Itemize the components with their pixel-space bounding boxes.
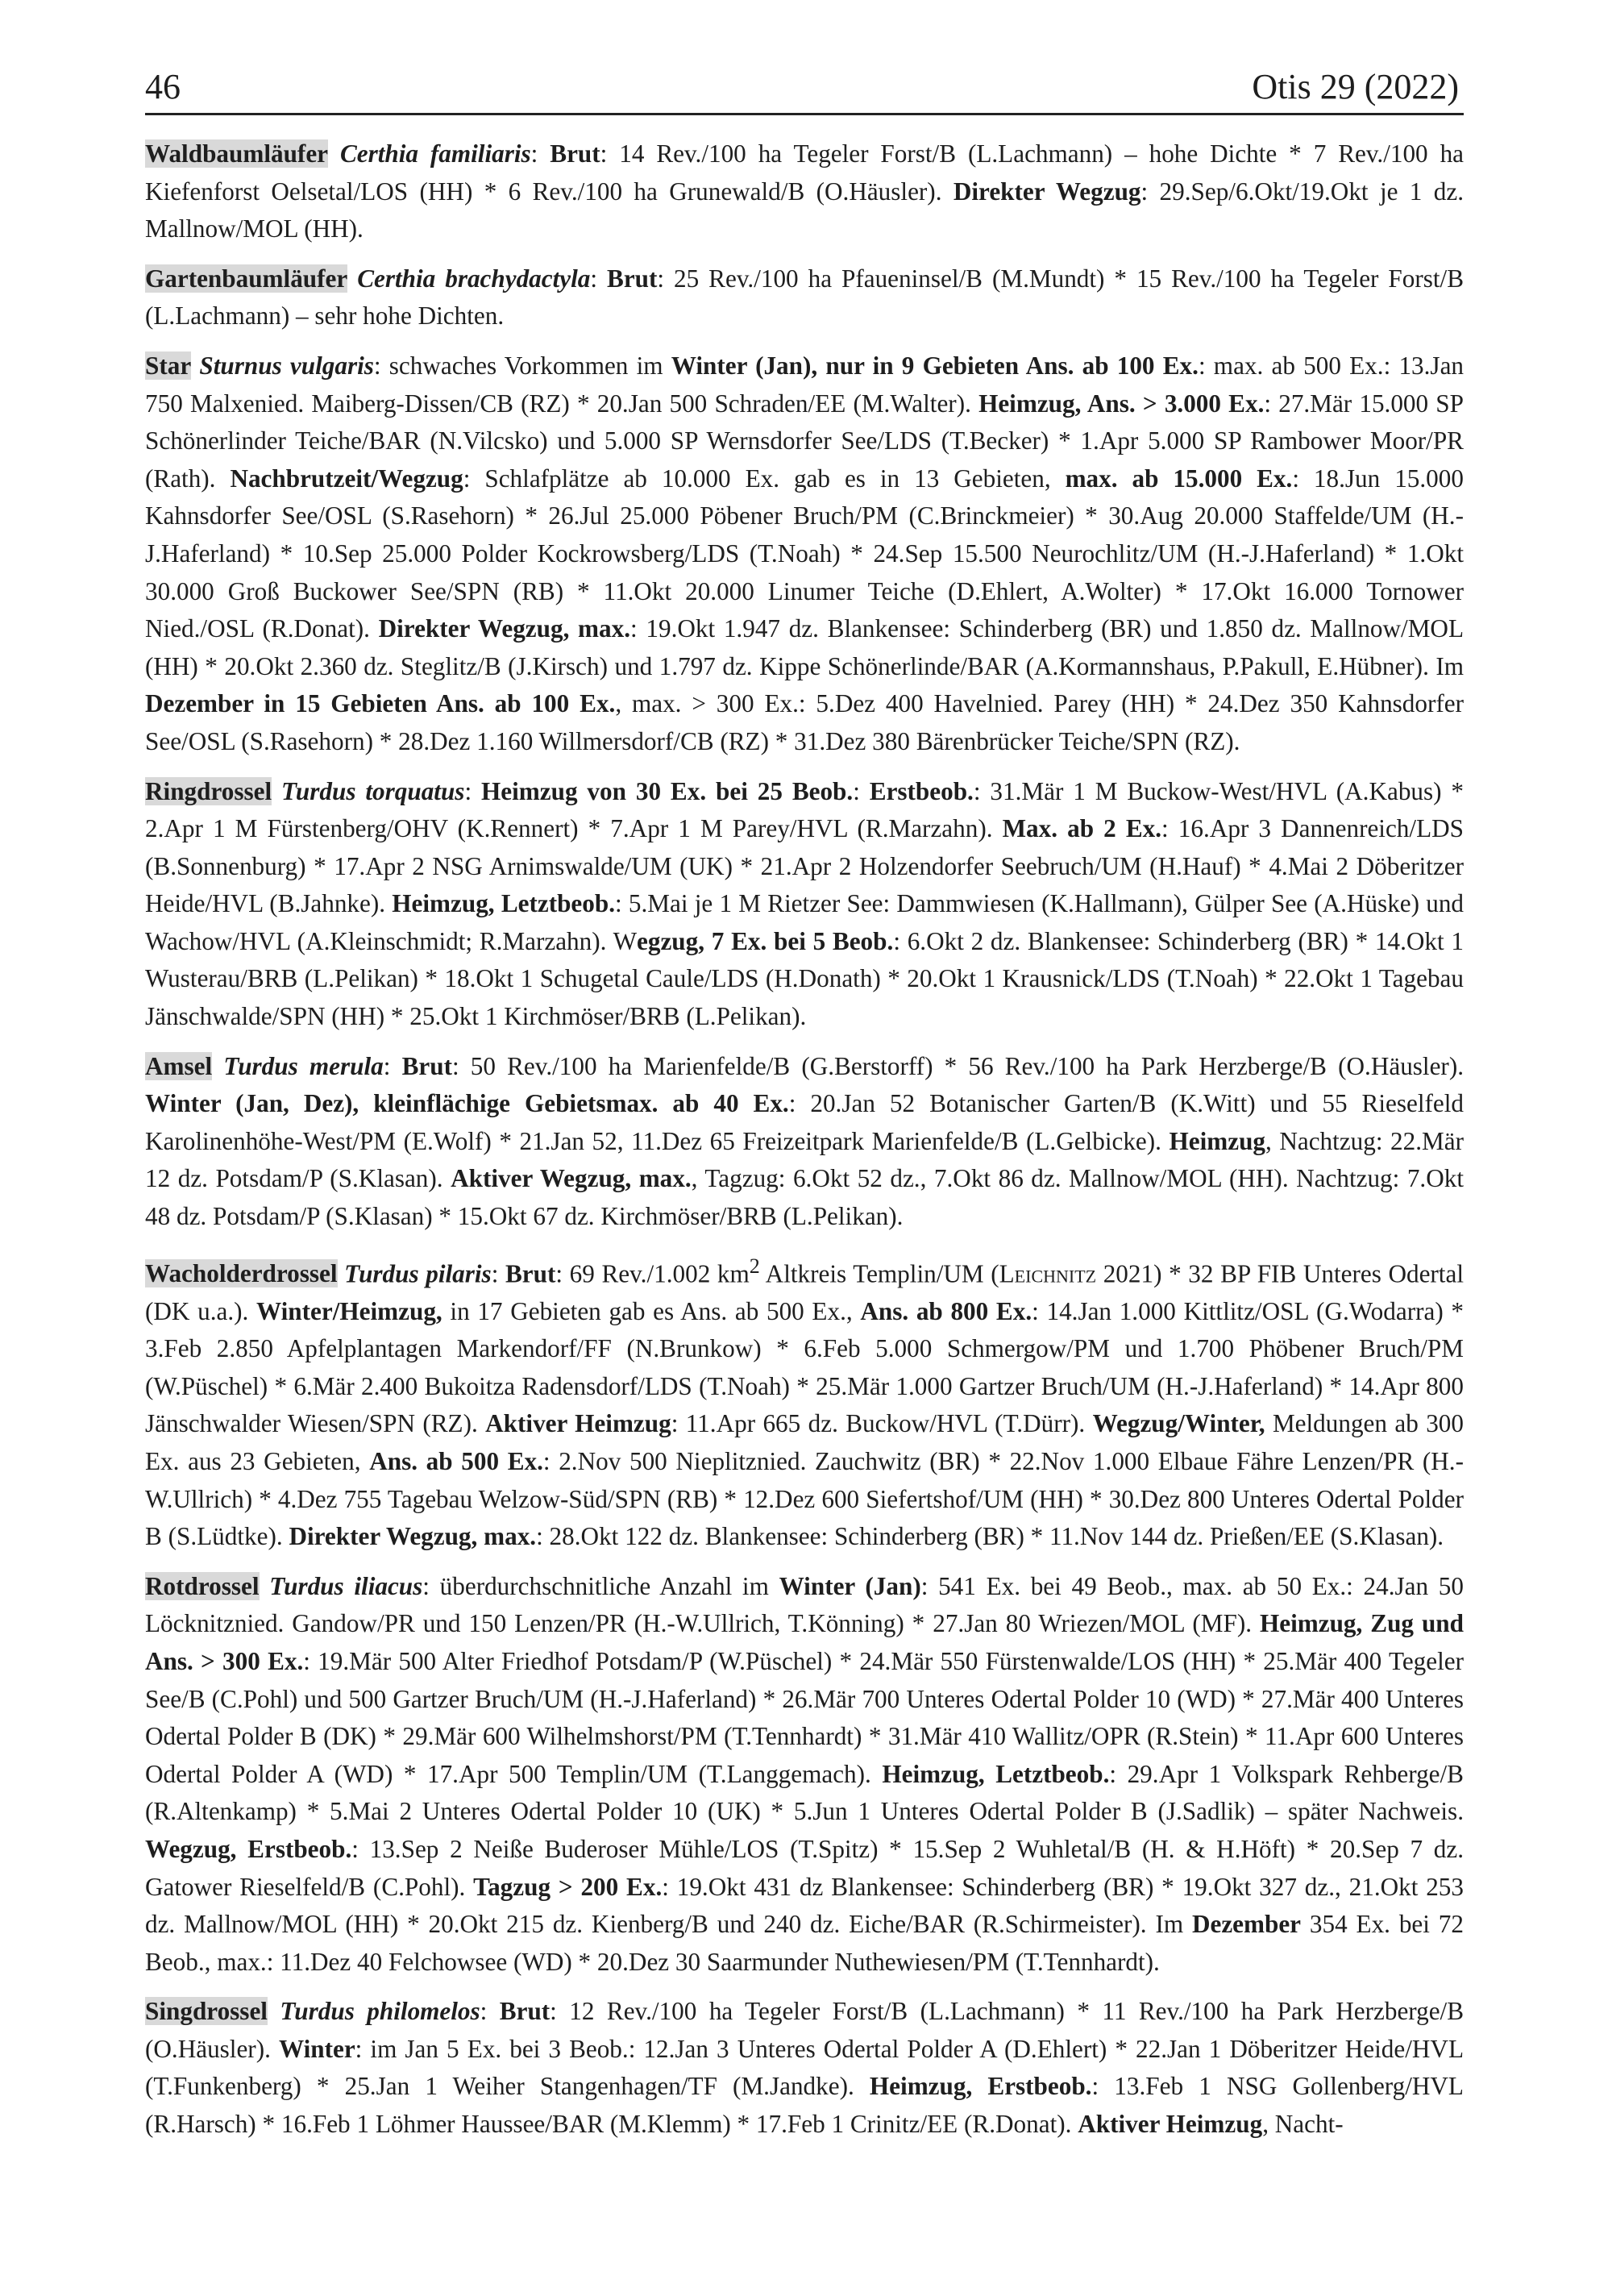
entry-text: : 11.Apr 665 dz. Buckow/HVL (T.Dürr). — [671, 1409, 1093, 1438]
scientific-name: Certhia familiaris — [339, 139, 531, 168]
section-label: Winter (Jan, Dez), kleinflächige Gebietsmax. ab 40 Ex. — [145, 1089, 789, 1118]
scientific-name: Certhia brachydactyla — [357, 264, 591, 293]
section-label: Heimzug, Letztbeob. — [392, 889, 616, 918]
entry-text: in 17 Gebieten gab es Ans. ab 500 Ex., — [442, 1296, 861, 1325]
entry-text: , max. > 300 Ex.: 5.Dez 400 Havelnied. Parey (HH) * 24.Dez 350 Kahnsdorfer See/OSL (S.Rasehorn) * 28.Dez 1.160 Willmersdorf/CB (RZ) * 31.Dez 380 Bärenbrücker Teiche/SPN (RZ). — [145, 689, 1464, 755]
entry-text: : — [480, 1997, 500, 2026]
entry-text: : 541 Ex. bei 49 Beob., max. ab 50 Ex.: 24.Jan 50 Löcknitznied. Gandow/PR und 150 Lenzen/PR (H.-W.Ullrich, T.Könning) * 27.Jan 80 Wriezen/MOL (MF). — [145, 1571, 1464, 1638]
entry-text: : 28.Okt 122 dz. Blankensee: Schinderberg (BR) * 11.Nov 144 dz. Prießen/EE (S.Klasan). — [536, 1522, 1444, 1551]
scientific-name: Turdus iliacus — [269, 1571, 423, 1600]
entry-text: : 29.Sep/6.Okt/19.Okt je 1 dz. Mallnow/MOL (HH). — [145, 177, 1464, 243]
section-label: Nachbrutzeit/Wegzug — [230, 464, 463, 493]
entry-text: Altkreis Templin/UM ( — [759, 1259, 999, 1288]
entry-text: : 69 Rev./1.002 km — [555, 1259, 750, 1288]
section-label: Winter (Jan), nur in 9 Gebieten Ans. ab 100 Ex. — [671, 351, 1199, 380]
section-label: Ans. ab 800 Ex. — [860, 1296, 1032, 1325]
section-label: Heimzug, Zug und Ans. > 300 Ex. — [145, 1609, 1464, 1675]
section-label: Wegzug, Erstbeob. — [145, 1834, 352, 1863]
entry-text: : 27.Mär 15.000 SP Schönerlinder Teiche/BAR (N.Vilcsko) und 5.000 SP Wernsdorfer See/LDS (T.Becker) * 1.Apr 5.000 SP Rambower Moor/PR (Rath). — [145, 389, 1464, 493]
scientific-name: Turdus philomelos — [280, 1997, 480, 2026]
species-name: Wacholderdrossel — [145, 1259, 338, 1288]
page-number: 46 — [145, 67, 181, 106]
superscript: 2 — [749, 1254, 760, 1278]
entry-text: : max. ab 500 Ex.: 13.Jan 750 Malxenied. Maiberg-Dissen/CB (RZ) * 20.Jan 500 Schraden/EE (M.Walter). — [145, 351, 1465, 418]
species-entry-rotdrossel — [145, 1568, 1464, 1982]
section-label: Erstbeob. — [869, 776, 974, 805]
species-entry-waldbaumlaeufer — [145, 135, 1464, 248]
section-label: Aktiver Heimzug — [485, 1409, 671, 1438]
section-label: Direkter Wegzug, max. — [289, 1522, 537, 1551]
entry-text: : 29.Apr 1 Volkspark Rehberge/B (R.Altenkamp) * 5.Mai 2 Unteres Odertal Polder 10 (UK) * 5.Jun 1 Unteres Odertal Polder B (J.Sadlik) – später Nachweis. — [145, 1759, 1464, 1826]
section-label: Ans. ab 500 Ex. — [369, 1446, 543, 1475]
entry-text: : — [491, 1259, 505, 1288]
species-name: Singdrossel — [145, 1997, 268, 2026]
section-label: Direkter Wegzug — [953, 177, 1141, 206]
section-label: Brut — [499, 1997, 550, 2026]
section-label: Heimzug von 30 Ex. bei 25 Beob. — [481, 776, 854, 805]
running-header — [145, 61, 1464, 115]
section-label: Dezember — [1191, 1910, 1302, 1939]
species-name: Star — [145, 351, 192, 380]
section-label: Heimzug, Erstbeob. — [869, 2072, 1092, 2101]
entry-text: 2021) * 32 BP FIB Unteres Odertal (DK u.a.). — [145, 1259, 1464, 1325]
species-entry-gartenbaumlaeufer — [145, 260, 1464, 335]
section-label: Heimzug, Letztbeob. — [882, 1759, 1110, 1788]
species-name: Gartenbaumläufer — [145, 264, 348, 293]
species-name: Rotdrossel — [145, 1571, 260, 1600]
section-label: Max. ab 2 Ex. — [1002, 814, 1162, 843]
entry-text: : im Jan 5 Ex. bei 3 Beob.: 12.Jan 3 Unteres Odertal Polder A (D.Ehlert) * 22.Jan 1 Döberitzer Heide/HVL (T.Funkenberg) * 25.Jan 1 Weiher Stangenhagen/TF (M.Jandke). — [145, 2034, 1464, 2101]
entry-text: : 19.Okt 431 dz Blankensee: Schinderberg (BR) * 19.Okt 327 dz., 21.Okt 253 dz. Mallnow/MOL (HH) * 20.Okt 215 dz. Kienberg/B und 240 dz. Eiche/BAR (R.Schirmeister). Im — [145, 1872, 1464, 1939]
entry-text: Meldungen ab 300 Ex. aus 23 Gebieten, — [145, 1409, 1464, 1475]
entry-text: : 20.Jan 52 Botanischer Garten/B (K.Witt) und 55 Rieselfeld Karolinenhöhe-West/PM (E.Wolf) * 21.Jan 52, 11.Dez 65 Freizeitpark Marienfelde/B (L.Gelbicke). — [145, 1089, 1464, 1155]
section-label: Aktiver Wegzug, max. — [451, 1164, 692, 1193]
section-label: Winter/Heimzug, — [256, 1296, 442, 1325]
section-label: Direkter Wegzug, max. — [378, 614, 631, 643]
journal-title: Otis 29 (2022) — [1252, 67, 1459, 106]
section-label: Wegzug/Winter, — [1092, 1409, 1265, 1438]
section-label: Brut — [607, 264, 658, 293]
section-label: Winter — [278, 2034, 355, 2063]
species-entry-singdrossel — [145, 1993, 1464, 2143]
species-entry-wacholderdrossel — [145, 1248, 1464, 1556]
entry-text: : Schlafplätze ab 10.000 Ex. gab es in 13 Gebieten, — [463, 464, 1066, 493]
species-name: Amsel — [145, 1051, 213, 1080]
scientific-name: Sturnus vulgaris — [199, 351, 374, 380]
scientific-name: Turdus merula — [223, 1051, 384, 1080]
section-label: Aktiver Heimzug — [1078, 2110, 1263, 2139]
section-label: egzug, 7 Ex. bei 5 Beob. — [637, 926, 894, 955]
species-entry-star — [145, 347, 1464, 761]
entry-text: , Nacht- — [1262, 2110, 1344, 2139]
entry-text: : — [590, 264, 608, 293]
entry-text: : 5.Mai je 1 M Rietzer See: Dammwiesen (K.Hallmann), Gülper See (A.Hüske) und Wachow/HVL (A.Kleinschmidt; R.Marzahn). W — [145, 889, 1465, 955]
entry-text: : 13.Feb 1 NSG Gollenberg/HVL (R.Harsch) * 16.Feb 1 Löhmer Haussee/BAR (M.Klemm) * 17.Feb 1 Crinitz/EE (R.Donat). — [145, 2072, 1464, 2139]
entry-text: : 19.Okt 1.947 dz. Blankensee: Schinderberg (BR) und 1.850 dz. Mallnow/MOL (HH) * 20.Okt 2.360 dz. Steglitz/B (J.Kirsch) und 1.797 dz. Kippe Schönerlinde/BAR (A.Kormannshaus, P.Pakull, E.Hübner). Im — [145, 614, 1464, 680]
article-body — [145, 135, 1464, 2156]
entry-text: : 14.Jan 1.000 Kittlitz/OSL (G.Wodarra) * 3.Feb 2.850 Apfelplantagen Markendorf/FF (N.Brunkow) * 6.Feb 5.000 Schmergow/PM und 1.700 Phöbener Bruch/PM (W.Püschel) * 6.Mär 2.400 Bukoitza Radensdorf/LDS (T.Noah) * 25.Mär 1.000 Gartzer Bruch/UM (H.-J.Haferland) * 14.Apr 800 Jänschwalder Wiesen/SPN (RZ). — [145, 1296, 1464, 1438]
section-label: Brut — [401, 1051, 452, 1080]
section-label: Heimzug, Ans. > 3.000 Ex. — [978, 389, 1265, 418]
entry-text: : schwaches Vorkommen im — [373, 351, 671, 380]
entry-text: : 12 Rev./100 ha Tegeler Forst/B (L.Lachmann) * 11 Rev./100 ha Park Herzberge/B (O.Häusler). — [145, 1997, 1465, 2063]
entry-text: : 13.Sep 2 Neiße Buderoser Mühle/LOS (T.Spitz) * 15.Sep 2 Wuhletal/B (H. & H.Höft) * 20.Sep 7 dz. Gatower Rieselfeld/B (C.Pohl). — [145, 1834, 1464, 1901]
entry-text: , Nachtzug: 22.Mär 12 dz. Potsdam/P (S.Klasan). — [145, 1126, 1464, 1193]
entry-text: : — [530, 139, 550, 168]
scientific-name: Turdus torquatus — [281, 776, 465, 805]
section-label: Winter (Jan) — [779, 1571, 921, 1600]
species-entry-amsel — [145, 1048, 1464, 1236]
species-name: Waldbaumläufer — [145, 139, 329, 168]
section-label: Heimzug — [1169, 1126, 1266, 1155]
citation-author: Leichnitz — [999, 1259, 1097, 1288]
section-label: Tagzug > 200 Ex. — [473, 1872, 663, 1901]
entry-text: : — [464, 776, 482, 805]
section-label: Dezember in 15 Gebieten Ans. ab 100 Ex. — [145, 689, 616, 718]
entry-text: : überdurchschnitliche Anzahl im — [422, 1571, 779, 1600]
species-entry-ringdrossel — [145, 773, 1464, 1036]
entry-text: : 18.Jun 15.000 Kahnsdorfer See/OSL (S.Rasehorn) * 26.Jul 25.000 Pöbener Bruch/PM (C.Brinckmeier) * 30.Aug 20.000 Staffelde/UM (H.-J.Haferland) * 10.Sep 25.000 Polder Kockrowsberg/LDS (T.Noah) * 24.Sep 15.500 Neurochlitz/UM (H.-J.Haferland) * 1.Okt 30.000 Groß Buckower See/SPN (RB) * 11.Okt 20.000 Linumer Teiche (D.Ehlert, A.Wolter) * 17.Okt 16.000 Tornower Nied./OSL (R.Donat). — [145, 464, 1464, 643]
species-name: Ringdrossel — [145, 776, 272, 805]
entry-text: : 16.Apr 3 Dannenreich/LDS (B.Sonnenburg) * 17.Apr 2 NSG Arnimswalde/UM (UK) * 21.Apr 2 Holzendorfer Seebruch/UM (H.Hauf) * 4.Mai 2 Döberitzer Heide/HVL (B.Jahnke). — [145, 814, 1464, 918]
entry-text: : 14 Rev./100 ha Tegeler Forst/B (L.Lachmann) – hohe Dichte * 7 Rev./100 ha Kiefenforst Oelsetal/LOS (HH) * 6 Rev./100 ha Grunewald/B (O.Häusler). — [145, 139, 1465, 206]
entry-text: : — [853, 776, 870, 805]
entry-text: , Tagzug: 6.Okt 52 dz., 7.Okt 86 dz. Mallnow/MOL (HH). Nachtzug: 7.Okt 48 dz. Potsdam/P (S.Klasan) * 15.Okt 67 dz. Kirchmöser/BRB (L.Pelikan). — [145, 1164, 1464, 1231]
entry-text: : 6.Okt 2 dz. Blankensee: Schinderberg (BR) * 14.Okt 1 Wusterau/BRB (L.Pelikan) * 18.Okt 1 Schugetal Caule/LDS (H.Donath) * 20.Okt 1 Krausnick/LDS (T.Noah) * 22.Okt 1 Tagebau Jänschwalde/SPN (HH) * 25.Okt 1 Kirchmöser/BRB (L.Pelikan). — [145, 926, 1464, 1031]
entry-text: : 19.Mär 500 Alter Friedhof Potsdam/P (W.Püschel) * 24.Mär 550 Fürstenwalde/LOS (HH) * 25.Mär 400 Tegeler See/B (C.Pohl) und 500 Gartzer Bruch/UM (H.-J.Haferland) * 26.Mär 700 Unteres Odertal Polder 10 (WD) * 27.Mär 400 Unteres Odertal Polder B (DK) * 29.Mär 600 Wilhelmshorst/PM (T.Tennhardt) * 31.Mär 410 Wallitz/OPR (R.Stein) * 11.Apr 600 Unteres Odertal Polder A (WD) * 17.Apr 500 Templin/UM (T.Langgemach). — [145, 1646, 1464, 1788]
section-label: Brut — [505, 1259, 556, 1288]
scientific-name: Turdus pilaris — [344, 1259, 492, 1288]
entry-text: : 31.Mär 1 M Buckow-West/HVL (A.Kabus) * 2.Apr 1 M Fürstenberg/OHV (K.Rennert) * 7.Apr 1 M Parey/HVL (R.Marzahn). — [145, 776, 1465, 843]
entry-text: : 50 Rev./100 ha Marienfelde/B (G.Berstorff) * 56 Rev./100 ha Park Herzberge/B (O.Häusler). — [451, 1051, 1464, 1080]
section-label: max. ab 15.000 Ex. — [1065, 464, 1293, 493]
section-label: Brut — [550, 139, 600, 168]
entry-text: : 2.Nov 500 Nieplitznied. Zauchwitz (BR) * 22.Nov 1.000 Elbaue Fähre Lenzen/PR (H.-W.Ullrich) * 4.Dez 755 Tagebau Welzow-Süd/SPN (RB) * 12.Dez 600 Siefertshof/UM (HH) * 30.Dez 800 Unteres Odertal Polder B (S.Lüdtke). — [145, 1446, 1464, 1551]
entry-text: 354 Ex. bei 72 Beob., max.: 11.Dez 40 Felchowsee (WD) * 20.Dez 30 Saarmunder Nuthewiesen/PM (T.Tennhardt). — [145, 1910, 1464, 1976]
entry-text: : 25 Rev./100 ha Pfaueninsel/B (M.Mundt) * 15 Rev./100 ha Tegeler Forst/B (L.Lachmann) – sehr hohe Dichten. — [145, 264, 1464, 331]
entry-text: : — [383, 1051, 402, 1080]
